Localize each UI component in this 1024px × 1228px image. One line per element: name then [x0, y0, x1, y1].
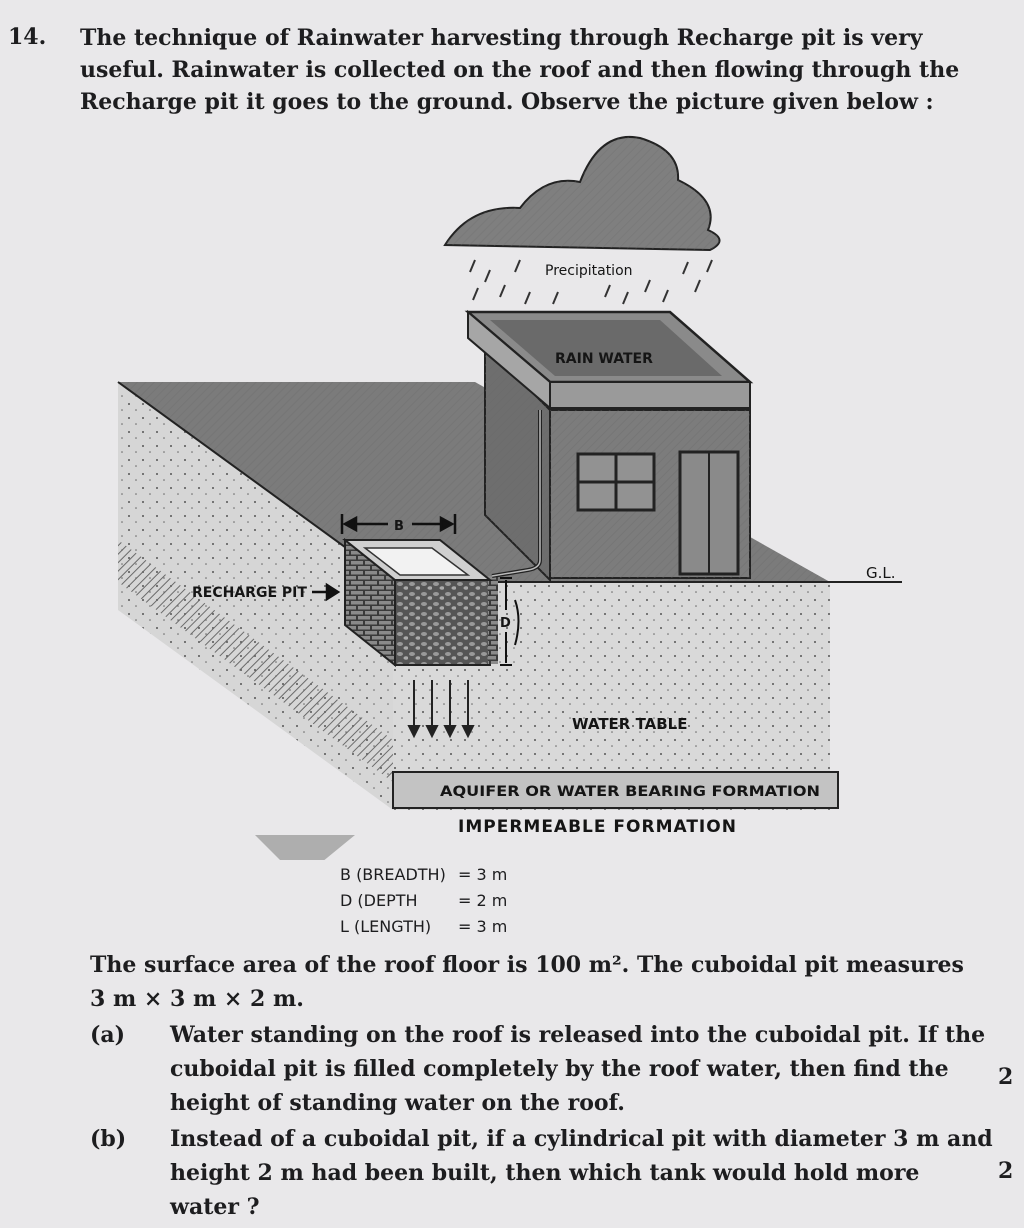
intro-line: The technique of Rainwater harvesting through Recharge pit is very: [80, 25, 923, 51]
rain-water-label: RAIN WATER: [555, 351, 653, 367]
question-intro: [80, 22, 960, 118]
surface-area-statement: [90, 948, 970, 1016]
recharge-pit-label: RECHARGE PIT: [192, 585, 307, 601]
part-line: Water standing on the roof is released into the cuboidal pit. If the: [170, 1022, 986, 1048]
part-line: Instead of a cuboidal pit, if a cylindrical pit with diameter 3 m and: [170, 1126, 993, 1152]
part-label: (b): [90, 1126, 127, 1152]
part-text: [170, 1018, 985, 1120]
dimension-value: = 2 m: [458, 891, 508, 910]
part-a-marks: 2: [998, 1064, 1014, 1090]
dimension-row: [340, 914, 507, 940]
aquifer-label: AQUIFER OR WATER BEARING FORMATION: [440, 784, 820, 800]
dimension-key: B (BREADTH): [340, 865, 446, 884]
intro-line: Recharge pit it goes to the ground. Observe the picture given below :: [80, 89, 934, 115]
statement-line: The surface area of the roof floor is 100 m². The cuboidal pit measures: [90, 952, 964, 978]
dimension-value: = 3 m: [458, 917, 508, 936]
dimension-key: L (LENGTH): [340, 917, 432, 936]
part-text: [170, 1122, 993, 1224]
part-label: (a): [90, 1022, 126, 1048]
depth-label: D: [500, 616, 511, 631]
part-line: cuboidal pit is filled completely by the roof water, then find the: [170, 1056, 949, 1082]
dimensions-legend: [340, 862, 507, 940]
cloud: [445, 137, 720, 250]
statement-line: 3 m × 3 m × 2 m.: [90, 986, 304, 1012]
precipitation-label: Precipitation: [545, 263, 633, 279]
breadth-label: B: [394, 519, 404, 534]
part-line: water ?: [170, 1194, 260, 1220]
dimension-row: [340, 888, 507, 914]
dimension-row: [340, 862, 507, 888]
impermeable-shadow: [255, 835, 355, 860]
recharge-pit-diagram: [0, 120, 1024, 860]
impermeable-label: IMPERMEABLE FORMATION: [458, 817, 737, 837]
dimension-value: = 3 m: [458, 865, 508, 884]
part-line: height of standing water on the roof.: [170, 1090, 625, 1116]
dimension-key: D (DEPTH: [340, 891, 418, 910]
intro-line: useful. Rainwater is collected on the roof and then flowing through the: [80, 57, 960, 83]
gl-label: G.L.: [866, 564, 896, 582]
question-number: 14.: [8, 24, 47, 50]
part-line: height 2 m had been built, then which tank would hold more: [170, 1160, 920, 1186]
water-table-label: WATER TABLE: [572, 715, 688, 733]
part-b-marks: 2: [998, 1158, 1014, 1184]
